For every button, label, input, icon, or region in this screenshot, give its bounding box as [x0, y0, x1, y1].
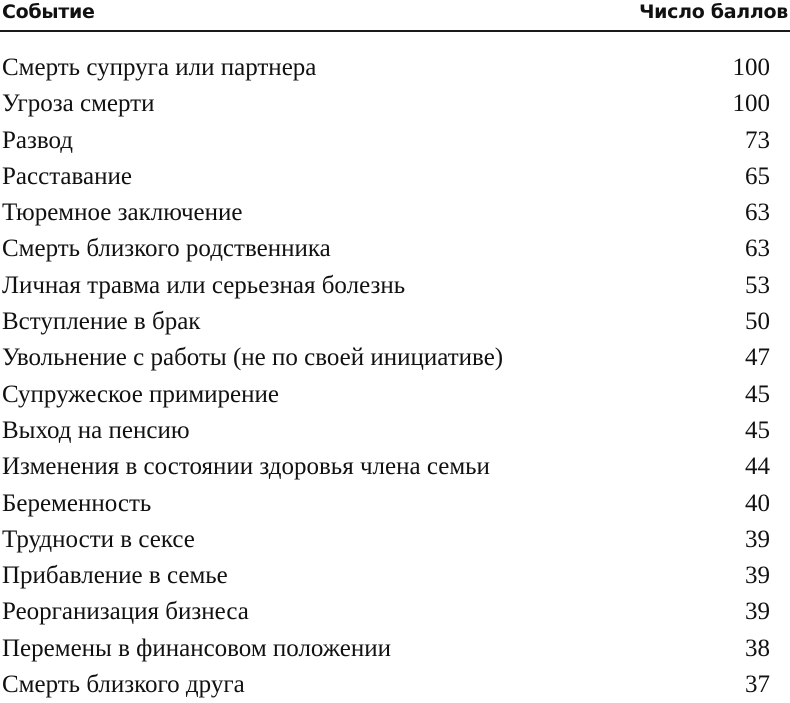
- table-row: [0, 304, 790, 340]
- event-cell: Смерть близкого друга: [2, 671, 245, 699]
- event-cell: Личная травма или серьезная болезнь: [2, 271, 406, 299]
- table-body: [0, 50, 790, 703]
- event-cell: Реорганизация бизнеса: [2, 598, 249, 626]
- event-cell: Вступление в брак: [2, 308, 201, 336]
- event-cell: Смерть супруга или партнера: [2, 54, 317, 81]
- event-cell: Увольнение с работы (не по своей инициативе): [2, 344, 504, 372]
- table-row: [0, 594, 790, 630]
- score-cell: 100: [732, 54, 770, 81]
- score-cell: 63: [745, 199, 770, 227]
- event-cell: Прибавление в семье: [2, 562, 228, 590]
- table-row: [0, 50, 790, 86]
- score-cell: 45: [745, 380, 770, 408]
- event-cell: Супружеское примирение: [2, 380, 279, 408]
- table-row: [0, 340, 790, 376]
- table-row: [0, 377, 790, 413]
- score-cell: 100: [732, 90, 770, 118]
- event-cell: Выход на пенсию: [2, 416, 190, 444]
- event-cell: Перемены в финансовом положении: [2, 634, 391, 662]
- event-cell: Смерть близкого родственника: [2, 235, 331, 263]
- table-row: [0, 159, 790, 195]
- score-cell: 47: [745, 344, 770, 372]
- score-cell: 38: [745, 634, 770, 662]
- event-cell: Тюремное заключение: [2, 199, 243, 227]
- table-row: [0, 123, 790, 159]
- column-header-score: Число баллов: [639, 1, 788, 23]
- table-row: [0, 86, 790, 122]
- score-cell: 39: [745, 562, 770, 590]
- event-cell: Расставание: [2, 162, 132, 190]
- event-cell: Изменения в состоянии здоровья члена семьи: [2, 453, 490, 481]
- table-row: [0, 558, 790, 594]
- score-cell: 63: [745, 235, 770, 263]
- table-row: [0, 486, 790, 522]
- score-cell: 73: [745, 126, 770, 154]
- table-row: [0, 631, 790, 667]
- score-cell: 39: [745, 525, 770, 553]
- score-cell: 53: [745, 271, 770, 299]
- score-cell: 65: [745, 162, 770, 190]
- event-cell: Развод: [2, 126, 74, 154]
- event-cell: Угроза смерти: [2, 90, 155, 118]
- table-header: [0, 0, 790, 32]
- table-row: [0, 268, 790, 304]
- event-cell: Беременность: [2, 489, 152, 517]
- score-cell: 39: [745, 598, 770, 626]
- event-cell: Трудности в сексе: [2, 525, 195, 553]
- score-cell: 50: [745, 308, 770, 336]
- score-cell: 44: [745, 453, 770, 481]
- table-row: [0, 667, 790, 703]
- table-row: [0, 231, 790, 267]
- table-row: [0, 522, 790, 558]
- column-header-event: Событие: [2, 1, 95, 23]
- score-cell: 45: [745, 416, 770, 444]
- table-row: [0, 449, 790, 485]
- score-cell: 37: [745, 671, 770, 699]
- score-cell: 40: [745, 489, 770, 517]
- table-row: [0, 195, 790, 231]
- table-row: [0, 413, 790, 449]
